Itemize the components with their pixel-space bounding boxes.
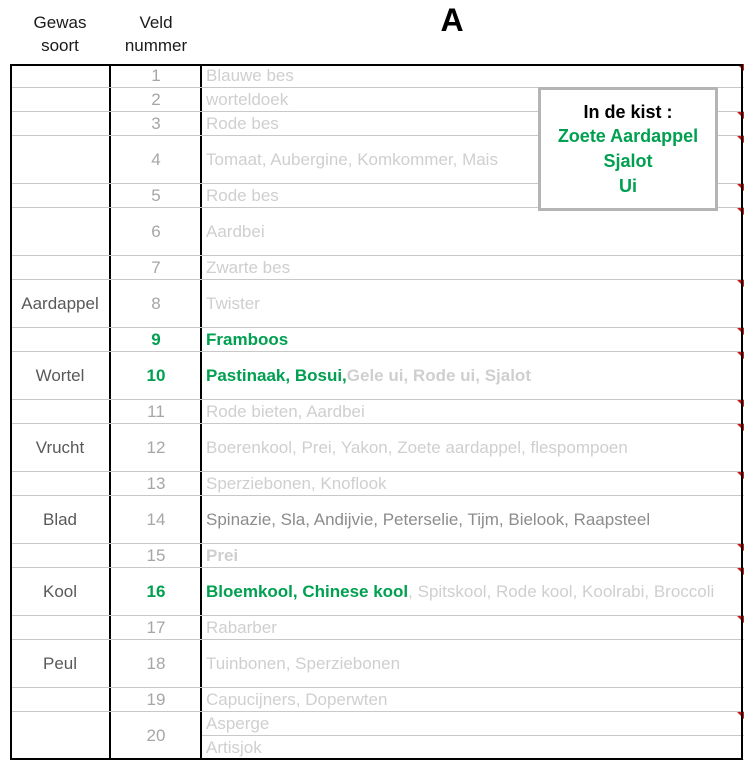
crop-list-cell <box>206 496 740 543</box>
gewas-soort-cell <box>10 616 110 639</box>
field-row[interactable] <box>10 640 744 688</box>
crop-list-cell <box>206 688 740 711</box>
comment-marker-icon[interactable] <box>737 64 744 71</box>
crop-list-cell <box>206 640 740 687</box>
comment-marker-icon[interactable] <box>737 328 744 335</box>
gewas-soort-cell: Vrucht <box>35 437 85 457</box>
comment-marker-icon[interactable] <box>737 352 744 359</box>
gewas-soort-cell <box>10 328 110 351</box>
field-row[interactable] <box>10 424 744 472</box>
field-row[interactable] <box>10 544 744 568</box>
field-row[interactable] <box>10 64 744 88</box>
sheet-title: A <box>440 2 464 38</box>
crop-list-part: Pastinaak, Bosui, <box>206 365 347 385</box>
comment-marker-icon[interactable] <box>737 400 744 407</box>
crop-list-part: Asperge <box>206 714 270 733</box>
veld-nummer-cell: 18 <box>146 653 166 673</box>
crop-list-part: Rode bes <box>206 185 279 205</box>
kist-item: Sjalot <box>603 151 653 171</box>
crop-list-part: Rabarber <box>206 617 277 637</box>
crop-list-cell <box>206 424 740 471</box>
in-de-kist-box <box>538 87 718 211</box>
crop-list-part: Rode bes <box>206 113 279 133</box>
veld-nummer-cell: 17 <box>146 617 166 637</box>
field-row[interactable] <box>10 328 744 352</box>
veld-nummer-cell: 15 <box>146 545 166 565</box>
gewas-soort-cell: Blad <box>42 509 78 529</box>
crop-list-part: Framboos <box>206 329 289 349</box>
comment-marker-icon[interactable] <box>737 712 744 719</box>
field-row[interactable] <box>10 616 744 640</box>
crop-list-part: worteldoek <box>206 89 289 109</box>
veld-nummer-cell: 4 <box>151 149 161 169</box>
header-veld-label: Veld nummer <box>124 13 188 55</box>
gewas-soort-cell <box>10 400 110 423</box>
field-row[interactable] <box>10 256 744 280</box>
crop-list-part: Aardbei <box>206 221 265 241</box>
veld-nummer-cell: 6 <box>151 221 161 241</box>
field-row[interactable] <box>10 352 744 400</box>
header-gewas-label: Gewas soort <box>33 13 87 55</box>
veld-nummer-cell: 9 <box>151 329 161 349</box>
kist-item: Ui <box>619 176 637 196</box>
crop-list-part: Gele ui, Rode ui, Sjalot <box>346 365 531 385</box>
comment-marker-icon[interactable] <box>737 208 744 215</box>
crop-list-cell <box>206 472 740 495</box>
field-row[interactable] <box>10 280 744 328</box>
gewas-soort-cell <box>10 64 110 87</box>
crop-list-part: Rode bieten, Aardbei <box>206 401 365 421</box>
crop-list-cell <box>206 400 740 423</box>
field-row[interactable] <box>10 208 744 256</box>
field-row[interactable] <box>10 472 744 496</box>
veld-nummer-cell: 19 <box>146 689 166 709</box>
crop-list-cell <box>206 352 740 399</box>
header-gewas-soort <box>10 11 110 57</box>
crop-list-part: Capucijners, Doperwten <box>206 689 388 709</box>
crop-list-part: Zwarte bes <box>206 257 291 277</box>
veld-nummer-cell: 5 <box>151 185 161 205</box>
veld-nummer-cell: 1 <box>151 65 161 85</box>
gewas-soort-cell <box>10 136 110 183</box>
field-row[interactable] <box>10 496 744 544</box>
veld-nummer-cell: 10 <box>146 365 166 385</box>
crop-list-part: Artisjok <box>206 738 262 757</box>
crop-list-cell <box>206 256 740 279</box>
gewas-soort-cell <box>10 112 110 135</box>
gewas-soort-cell: Kool <box>42 581 78 601</box>
crop-list-part: Twister <box>206 293 260 313</box>
gewas-soort-cell: Wortel <box>35 365 85 385</box>
field-row[interactable] <box>10 712 744 760</box>
veld-nummer-cell: 11 <box>147 401 165 421</box>
crop-list-part: , Spitskool, Rode kool, Koolrabi, Broccoli <box>408 581 715 601</box>
gewas-soort-cell <box>10 208 110 255</box>
kist-title: In de kist : <box>583 102 673 122</box>
comment-marker-icon[interactable] <box>737 112 744 119</box>
gewas-soort-cell <box>10 712 110 759</box>
veld-nummer-cell: 3 <box>151 113 161 133</box>
comment-marker-icon[interactable] <box>737 184 744 191</box>
gewas-soort-cell: Peul <box>42 653 78 673</box>
crop-list-cell <box>206 208 740 255</box>
field-row[interactable] <box>10 400 744 424</box>
veld-nummer-cell: 13 <box>146 473 166 493</box>
gewas-soort-cell: Aardappel <box>21 293 99 313</box>
crop-list-part: Boerenkool, Prei, Yakon, Zoete aardappel, flespompoen <box>206 437 628 457</box>
veld-nummer-cell: 7 <box>151 257 161 277</box>
crop-list-part: Prei <box>206 545 239 565</box>
header-veld-nummer <box>110 11 202 57</box>
comment-marker-icon[interactable] <box>737 136 744 143</box>
field-row[interactable] <box>10 568 744 616</box>
comment-marker-icon[interactable] <box>737 424 744 431</box>
crop-list-cell <box>206 568 740 615</box>
veld-nummer-cell: 12 <box>146 437 166 457</box>
comment-marker-icon[interactable] <box>737 280 744 287</box>
crop-list-cell <box>206 736 740 760</box>
crop-list-part: Sperziebonen, Knoflook <box>206 473 387 493</box>
crop-list-cell <box>206 64 740 87</box>
veld-nummer-cell: 2 <box>151 89 161 109</box>
veld-nummer-cell: 16 <box>146 581 166 601</box>
crop-list-part: Tomaat, Aubergine, Komkommer, Mais <box>206 149 498 169</box>
veld-nummer-cell: 8 <box>151 293 161 313</box>
gewas-soort-cell <box>10 88 110 111</box>
crop-list-part: Tuinbonen, Sperziebonen <box>206 653 401 673</box>
crop-list-part: Blauwe bes <box>206 65 294 85</box>
crop-list-cell <box>206 544 740 567</box>
crop-list-part: Bloemkool, Chinese kool <box>206 581 409 601</box>
kist-item: Zoete Aardappel <box>557 126 699 146</box>
gewas-soort-cell <box>10 472 110 495</box>
field-row[interactable] <box>10 688 744 712</box>
gewas-soort-cell <box>10 184 110 207</box>
crop-list-cell <box>206 712 740 736</box>
comment-marker-icon[interactable] <box>737 568 744 575</box>
comment-marker-icon[interactable] <box>737 544 744 551</box>
gewas-soort-cell <box>10 544 110 567</box>
crop-list-cell <box>206 328 740 351</box>
comment-marker-icon[interactable] <box>737 472 744 479</box>
gewas-soort-cell <box>10 688 110 711</box>
veld-nummer-cell: 14 <box>146 509 166 529</box>
crop-list-cell <box>206 280 740 327</box>
crop-list-part: Spinazie, Sla, Andijvie, Peterselie, Tijm, Bielook, Raapsteel <box>206 509 651 529</box>
crop-list-cell <box>206 616 740 639</box>
veld-nummer-cell: 20 <box>146 725 166 745</box>
comment-marker-icon[interactable] <box>737 616 744 623</box>
gewas-soort-cell <box>10 256 110 279</box>
